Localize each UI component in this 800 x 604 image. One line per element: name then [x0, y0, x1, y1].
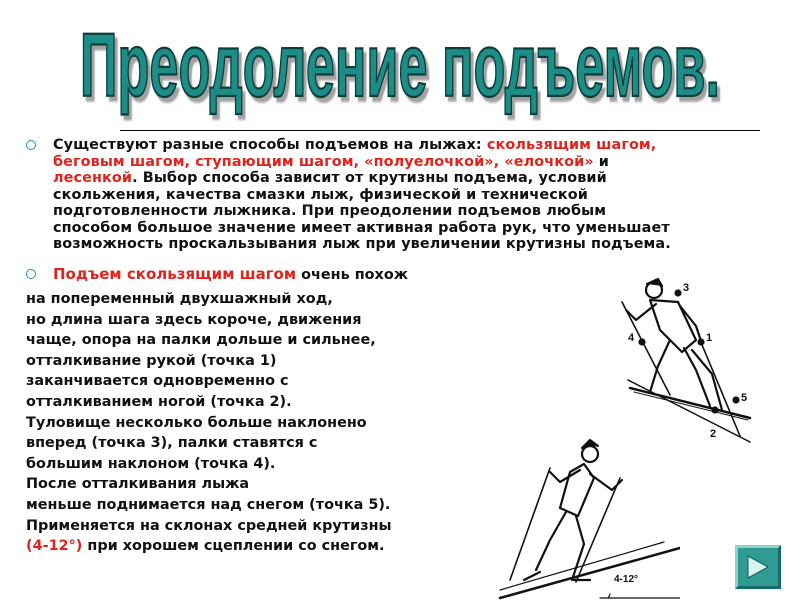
body-line: отталкиванием ногой (точка 2). [26, 393, 292, 410]
paragraph-line: возможность проскальзывания лыж при увеличении крутизны подъема. [53, 236, 671, 252]
paragraph-line: скольжения, качества смазки лыж, физической и технической [53, 186, 588, 203]
next-slide-button[interactable] [735, 545, 781, 589]
page-title [0, 18, 800, 122]
title-divider [120, 130, 760, 131]
body-line: но длина шага здесь короче, движения [26, 311, 362, 328]
paragraph-line: способом большое значение имеет активная работа рук, что уменьшает [53, 219, 670, 236]
next-slide-arrow-icon [738, 548, 778, 586]
ski-pole [700, 340, 740, 436]
point-label-2: 2 [710, 428, 717, 440]
bullet-icon [26, 269, 36, 279]
section-heading: Подъем скользящим шагом очень похож [53, 265, 409, 283]
technique-description [26, 289, 486, 557]
skier-diagram-slope [480, 430, 680, 600]
point-label-4: 4 [628, 332, 635, 344]
body-line: вперед (точка 3), палки ставятся с [26, 435, 318, 452]
intro-paragraph [53, 137, 793, 253]
body-line: меньше поднимается над снегом (точка 5). [26, 496, 391, 513]
point-label-5: 5 [741, 392, 748, 404]
skier-head [582, 446, 598, 462]
bullet-icon [26, 140, 36, 150]
body-line: Туловище несколько больше наклонено [26, 414, 367, 431]
ski-pole [510, 468, 550, 580]
slope-angle-label: 4-12° [614, 574, 639, 585]
ski [630, 388, 750, 418]
paragraph-line: беговым шагом, ступающим шагом, «полуелочкой», «елочкой» и [53, 153, 609, 170]
paragraph-line: лесенкой. Выбор способа зависит от крутизны подъема, условий [53, 170, 607, 186]
point-label-3: 3 [683, 282, 690, 294]
slope-line [500, 548, 680, 598]
body-line: Применяется на склонах средней крутизны [26, 517, 392, 534]
point-label-1: 1 [706, 332, 713, 344]
body-line: (4-12°) при хорошем сцеплении со снегом. [26, 538, 385, 555]
paragraph-line: Существуют разные способы подъемов на лыжах: скользящим шагом, [53, 137, 657, 153]
body-line: отталкивание рукой (точка 1) [26, 352, 277, 369]
body-line: на попеременный двухшажный ход, [26, 291, 333, 307]
page-title-text: Преодоление подъемов. [80, 18, 720, 116]
body-line: большим наклоном (точка 4). [26, 455, 276, 472]
body-line: заканчивается одновременно с [26, 373, 289, 390]
paragraph-line: подготовленности лыжника. При преодолении подъемов любым [53, 203, 607, 219]
body-line: чаще, опора на палки дольше и сильнее, [26, 332, 376, 349]
body-line: После отталкивания лыжа [26, 476, 250, 493]
skier-diagram-points [600, 270, 770, 450]
